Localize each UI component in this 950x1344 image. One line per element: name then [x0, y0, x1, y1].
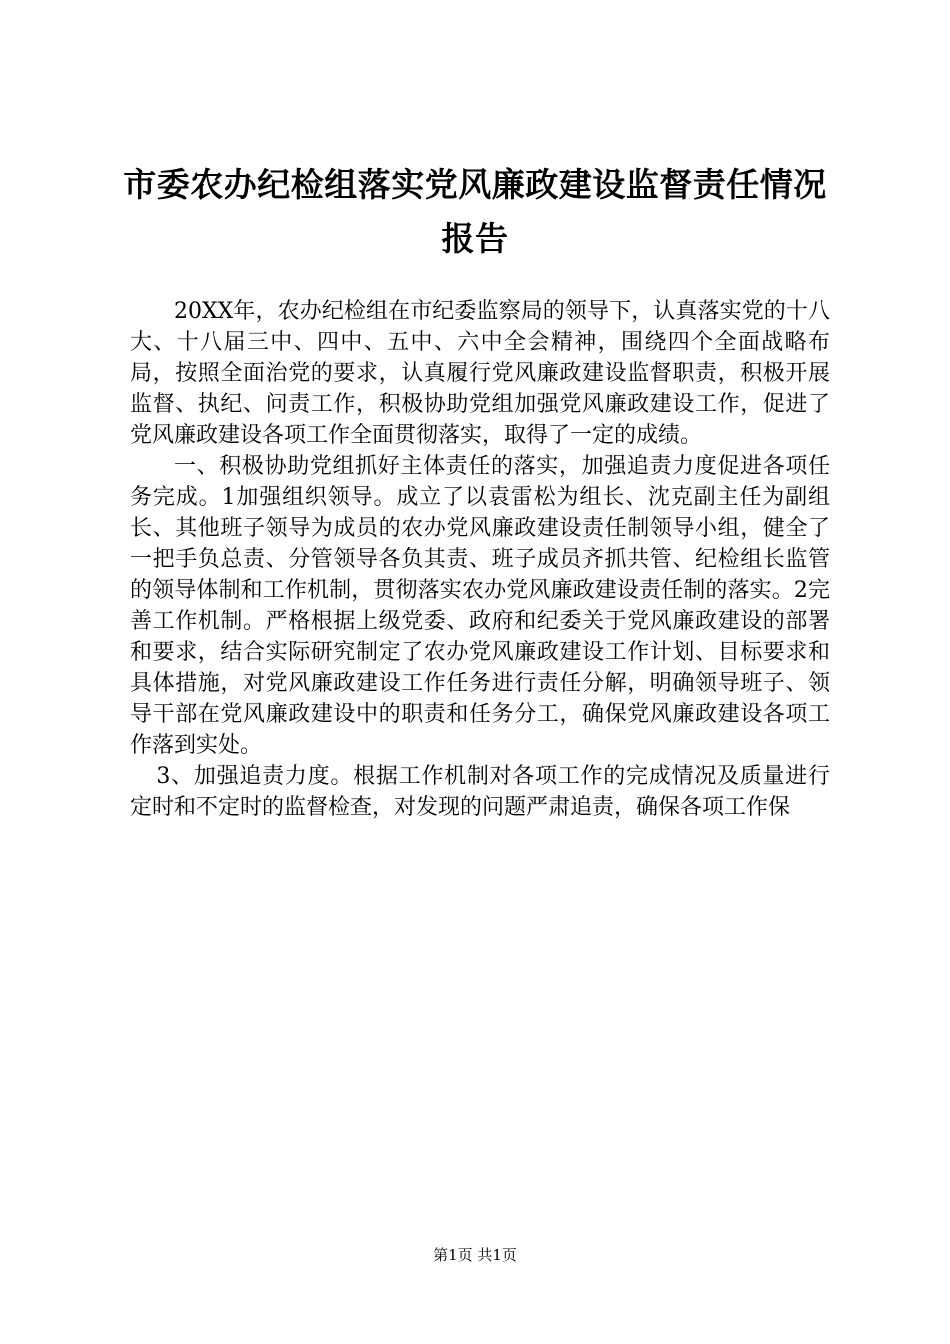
paragraph-intro: 20XX年，农办纪检组在市纪委监察局的领导下，认真落实党的十八大、十八届三中、四中、五中、六中全会精神，围绕四个全面战略布局，按照全面治党的要求，认真履行党风廉政建设监督职责，积极开展监督、执纪、问责工作，积极协助党组加强党风廉政建设工作，促进了党风廉政建设各项工作全面贯彻落实，取得了一定的成绩。 [130, 299, 830, 448]
document-title: 市委农办纪检组落实党风廉政建设监督责任情况报告 [123, 165, 827, 258]
document-body [130, 296, 830, 823]
paragraph-accountability: 3、加强追责力度。根据工作机制对各项工作的完成情况及质量进行定时和不定时的监督检查，对发现的问题严肃追责，确保各项工作保 [130, 764, 830, 820]
paragraph-section-one: 一、积极协助党组抓好主体责任的落实，加强追责力度促进各项任务完成。1加强组织领导。成立了以袁雷松为组长、沈克副主任为副组长、其他班子领导为成员的农办党风廉政建设责任制领导小组，健全了一把手负总责、分管领导各负其责、班子成员齐抓共管、纪检组长监管的领导体制和工作机制，贯彻落实农办党风廉政建设责任制的落实。2完善工作机制。严格根据上级党委、政府和纪委关于党风廉政建设的部署和要求，结合实际研究制定了农办党风廉政建设工作计划、目标要求和具体措施，对党风廉政建设工作任务进行责任分解，明确领导班子、领导干部在党风廉政建设中的职责和任务分工，确保党风廉政建设各项工作落到实处。 [130, 454, 830, 758]
page-footer: 第1页 共1页 [433, 1246, 517, 1264]
